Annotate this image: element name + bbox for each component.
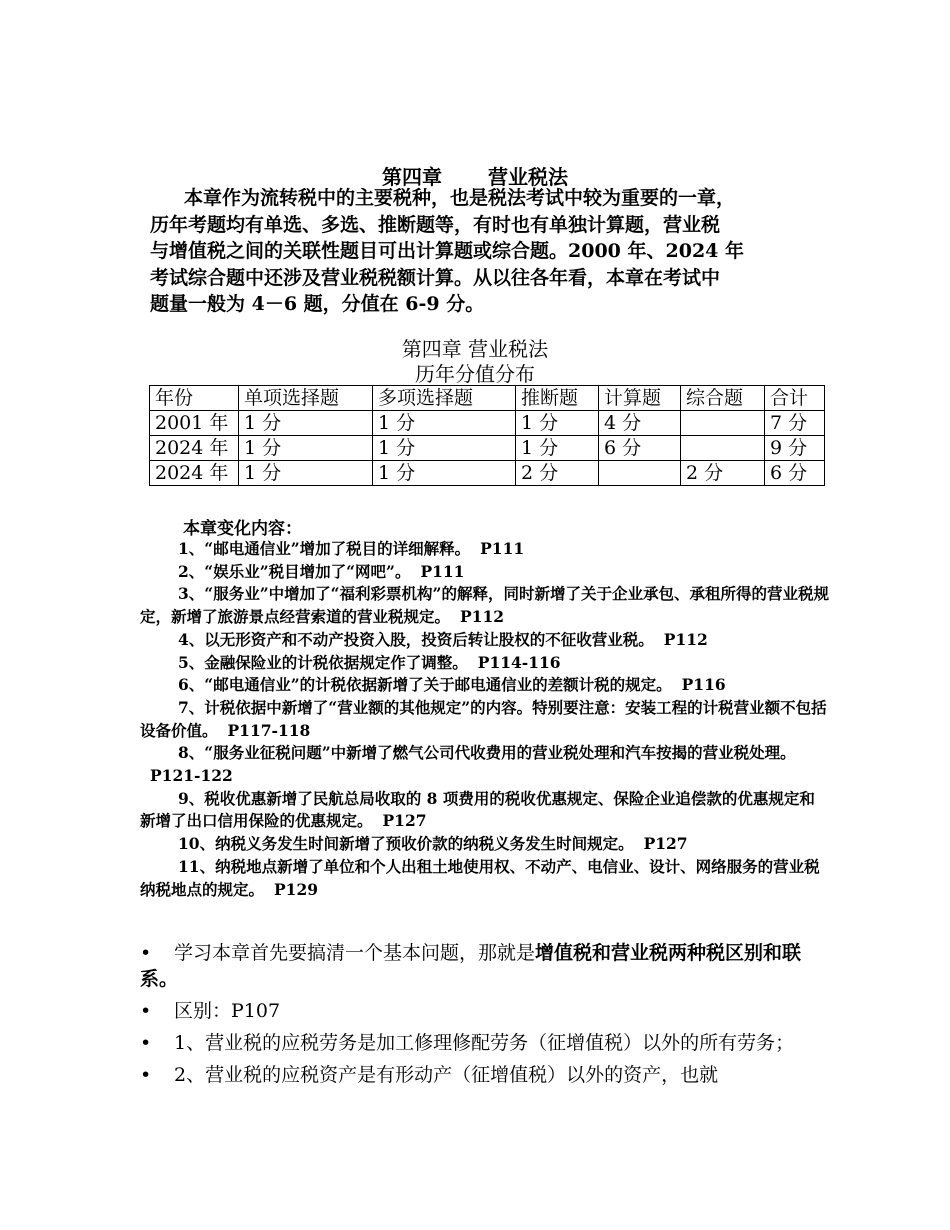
- bullet-icon: •: [140, 1032, 152, 1054]
- page-ref: P127: [643, 834, 688, 854]
- bullet-icon: •: [140, 1064, 152, 1086]
- table-cell: 6 分: [765, 461, 825, 486]
- change-item: [140, 833, 830, 856]
- change-text: 3、“服务业”中增加了“福利彩票机构”的解释，同时新增了关于企业承包、承租所得的营业税规定，新增了旅游景点经营索道的营业税规定。: [140, 584, 829, 627]
- header-cell: 合计: [765, 386, 825, 411]
- header-cell: 年份: [150, 386, 239, 411]
- table-cell: 2 分: [681, 461, 765, 486]
- table-cell: [681, 411, 765, 436]
- page-ref: P112: [460, 607, 505, 627]
- change-text: 9、税收优惠新增了民航总局收取的 8 项费用的税收优惠规定、保险企业追偿款的优惠规定和新增了出口信用保险的优惠规定。: [140, 788, 815, 831]
- table-cell: 2024 年: [150, 461, 239, 486]
- change-item: [140, 742, 830, 787]
- intro-paragraph: [150, 185, 820, 318]
- table-cell: [681, 436, 765, 461]
- change-item: [140, 629, 830, 652]
- bullet-emphasis: 增值税和营业税两种税区别和联系。: [140, 942, 802, 990]
- change-item: [140, 561, 830, 584]
- change-text: 11、纳税地点新增了单位和个人出租土地使用权、不动产、电信业、设计、网络服务的营业税纳税地点的规定。: [140, 856, 820, 899]
- chapter-name: 营业税法: [488, 165, 568, 189]
- table-cell: [599, 461, 681, 486]
- bullet-item: [140, 1062, 820, 1088]
- score-distribution-table: [149, 385, 825, 486]
- changes-list: [140, 538, 830, 901]
- table-row: [150, 461, 825, 486]
- changes-heading: 本章变化内容：: [183, 519, 302, 539]
- change-item: [140, 674, 830, 697]
- table-cell: 1 分: [239, 436, 373, 461]
- header-cell: 推断题: [516, 386, 599, 411]
- change-item: [140, 788, 830, 833]
- table-cell: 1 分: [373, 436, 516, 461]
- table-row: [150, 436, 825, 461]
- bullet-text: 学习本章首先要搞清一个基本问题，那就是: [174, 942, 536, 964]
- change-text: 5、金融保险业的计税依据规定作了调整。: [178, 652, 468, 672]
- change-text: 7、计税依据中新增了“营业额的其他规定”的内容。特别要注意：安装工程的计税营业额不包括设备价值。: [140, 697, 827, 740]
- bullet-text: 2、营业税的应税资产是有形动产（征增值税）以外的资产，也就: [174, 1064, 719, 1086]
- intro-line: 考试综合题中还涉及营业税税额计算。从以往各年看，本章在考试中: [150, 266, 721, 289]
- page-ref: P117-118: [227, 720, 311, 740]
- table-cell: 1 分: [516, 411, 599, 436]
- table-cell: 7 分: [765, 411, 825, 436]
- intro-line: 与增值税之间的关联性题目可出计算题或综合题。2000 年、2024 年: [150, 240, 744, 262]
- page-ref: P114-116: [477, 652, 561, 672]
- page-ref: P116: [681, 675, 726, 695]
- change-text: 6、“邮电通信业”的计税依据新增了关于邮电通信业的差额计税的规定。: [178, 675, 672, 695]
- header-cell: 单项选择题: [239, 386, 373, 411]
- bullet-item: [140, 940, 820, 992]
- change-item: [140, 697, 830, 742]
- table-cell: 1 分: [516, 436, 599, 461]
- bullet-icon: •: [140, 942, 152, 964]
- change-text: 4、以无形资产和不动产投资入股，投资后转让股权的不征收营业税。: [178, 629, 654, 649]
- header-cell: 计算题: [599, 386, 681, 411]
- page-ref: P129: [274, 879, 319, 899]
- intro-line: 本章作为流转税中的主要税种，也是税法考试中较为重要的一章，: [184, 187, 736, 209]
- change-item: [140, 856, 830, 901]
- change-item: [140, 652, 830, 675]
- table-cell: 2024 年: [150, 436, 239, 461]
- bullet-text: 区别：P107: [174, 1000, 281, 1022]
- table-cell: 1 分: [239, 461, 373, 486]
- page-ref: P127: [382, 811, 427, 831]
- intro-line: 历年考题均有单选、多选、推断题等，有时也有单独计算题，营业税: [150, 213, 721, 236]
- table-title: [0, 337, 950, 387]
- table-header-row: [150, 386, 825, 411]
- chapter-number: 第四章: [382, 165, 442, 189]
- page-ref: P112: [663, 629, 708, 649]
- change-item: [140, 583, 830, 628]
- table-row: [150, 411, 825, 436]
- page-ref: P121-122: [150, 766, 233, 786]
- table-title-line-2: 历年分值分布: [415, 362, 535, 386]
- header-cell: 综合题: [681, 386, 765, 411]
- intro-line: 题量一般为 4－6 题，分值在 6-9 分。: [150, 293, 485, 315]
- bullet-icon: •: [140, 1000, 152, 1022]
- change-text: 8、“服务业征税问题”中新增了燃气公司代收费用的营业税处理和汽车按揭的营业税处理。: [178, 743, 796, 763]
- change-text: 1、“邮电通信业”增加了税目的详细解释。: [178, 539, 471, 558]
- table-cell: 2001 年: [150, 411, 239, 436]
- bullet-item: [140, 1030, 820, 1056]
- table-cell: 6 分: [599, 436, 681, 461]
- change-text: 2、“娱乐业”税目增加了“网吧”。: [178, 561, 411, 581]
- table-cell: 9 分: [765, 436, 825, 461]
- header-cell: 多项选择题: [373, 386, 516, 411]
- page-ref: P111: [420, 561, 465, 581]
- table-title-line-1: 第四章 营业税法: [401, 337, 549, 361]
- table-cell: 4 分: [599, 411, 681, 436]
- change-text: 10、纳税义务发生时间新增了预收价款的纳税义务发生时间规定。: [178, 834, 634, 854]
- bullet-text: 1、营业税的应税劳务是加工修理修配劳务（征增值税）以外的所有劳务；: [174, 1032, 795, 1054]
- table-cell: 1 分: [373, 461, 516, 486]
- table-cell: 1 分: [239, 411, 373, 436]
- page-ref: P111: [480, 539, 525, 558]
- change-item: [140, 538, 830, 561]
- table-cell: 1 分: [373, 411, 516, 436]
- table-cell: 2 分: [516, 461, 599, 486]
- bullet-item: [140, 998, 820, 1024]
- bullet-list: [140, 940, 820, 1094]
